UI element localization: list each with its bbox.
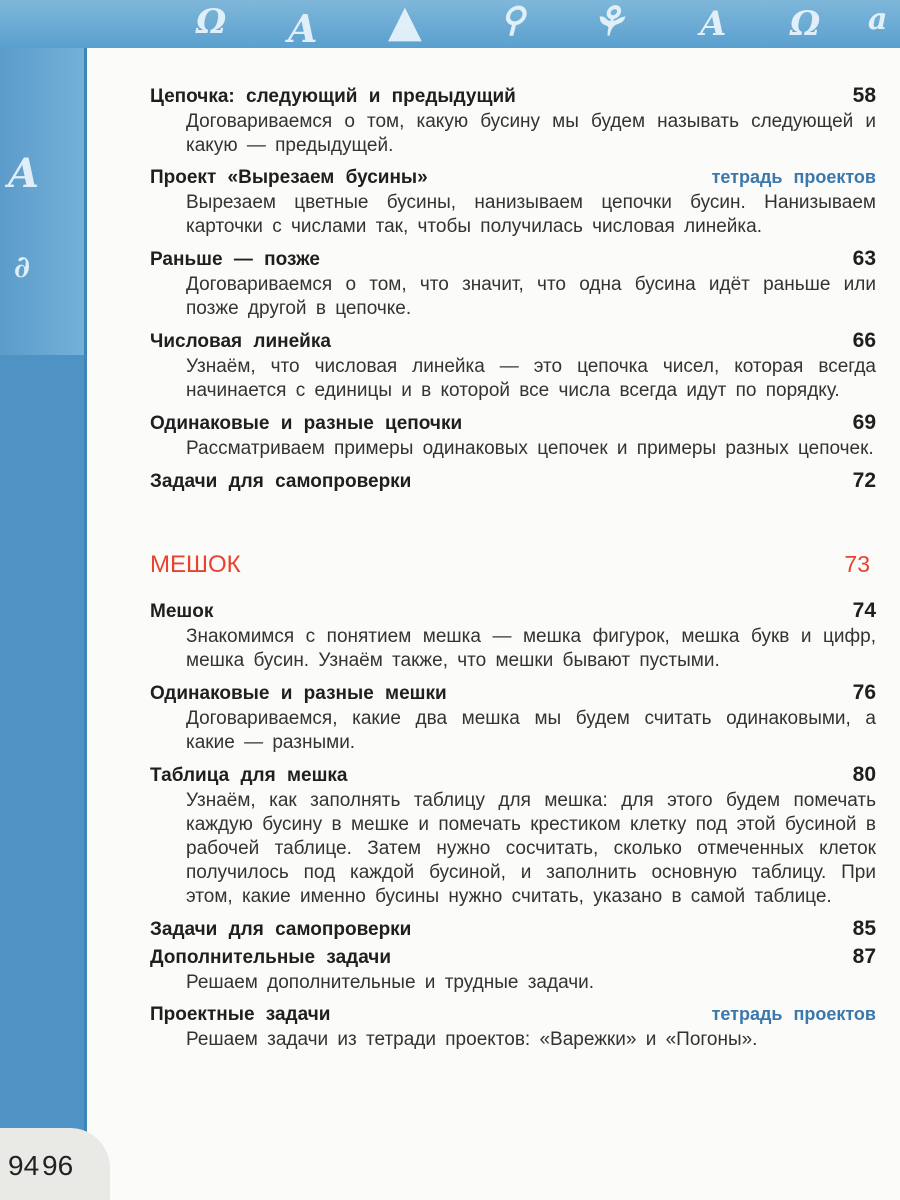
toc-entry — [150, 597, 876, 673]
toc-entry-project-ref: тетрадь проектов — [711, 167, 876, 187]
toc-entry-page: 58 — [852, 84, 876, 107]
decorative-left-band — [0, 0, 84, 1200]
toc-entry-description: Договариваемся, какие два мешка мы будем считать одинаковыми, а какие — разными. — [186, 708, 876, 753]
toc-entry-page: 69 — [852, 411, 876, 434]
triangle-decoration-icon: ▲ — [388, 0, 422, 47]
toc-entry-header — [150, 409, 876, 437]
toc-entry-page: 76 — [852, 681, 876, 704]
toc-entry-title: Числовая линейка — [150, 331, 331, 352]
page-number-left: 94 — [8, 1150, 40, 1181]
toc-entry — [150, 245, 876, 321]
toc-entry-title: Задачи для самопроверки — [150, 471, 412, 492]
omega-small-decoration-icon: Ω — [790, 4, 821, 44]
figure-decoration-icon: ⚘ — [590, 0, 626, 45]
toc-entry-header — [150, 915, 876, 943]
toc-entry-header — [150, 82, 876, 110]
table-of-contents — [150, 82, 876, 1052]
toc-entry-title: Одинаковые и разные мешки — [150, 683, 447, 704]
toc-entry-title: Мешок — [150, 601, 214, 622]
toc-entry-description: Решаем дополнительные и трудные задачи. — [186, 972, 595, 993]
toc-entry-header — [150, 245, 876, 273]
letter-a-lower-decoration-icon: a — [868, 2, 888, 37]
toc-entry-title: Таблица для мешка — [150, 765, 348, 786]
toc-entry — [150, 679, 876, 755]
toc-entry-header — [150, 943, 876, 971]
toc-entry-page: 87 — [852, 945, 876, 968]
toc-entry-description: Договариваемся о том, что значит, что одна бусина идёт раньше или позже другой в цепочке. — [186, 274, 876, 319]
toc-entry-title: Дополнительные задачи — [150, 947, 392, 968]
toc-entry-title: Раньше — позже — [150, 249, 320, 270]
page-edge — [84, 48, 87, 1158]
toc-entry-header — [150, 1001, 876, 1028]
toc-entry-title: Проект «Вырезаем бусины» — [150, 167, 428, 188]
toc-entry-description: Вырезаем цветные бусины, нанизываем цепочки бусин. Нанизываем карточки с числами так, чтобы получилась числовая линейка. — [186, 192, 876, 237]
toc-entry-title: Проектные задачи — [150, 1004, 331, 1025]
letter-a-small-decoration-icon: A — [700, 4, 727, 44]
toc-entry-header — [150, 761, 876, 789]
toc-entry-description: Рассматриваем примеры одинаковых цепочек и примеры разных цепочек. — [186, 438, 874, 459]
page-number-right: 96 — [42, 1150, 74, 1181]
toc-entry-description: Решаем задачи из тетради проектов: «Варежки» и «Погоны». — [186, 1029, 758, 1050]
toc-entry-project-ref: тетрадь проектов — [711, 1004, 876, 1024]
omega-decoration-icon: Ω — [196, 2, 227, 42]
toc-entry-title: Одинаковые и разные цепочки — [150, 413, 463, 434]
toc-entry — [150, 164, 876, 239]
toc-entry-page: 63 — [852, 247, 876, 270]
toc-entry-page: 72 — [852, 469, 876, 492]
toc-entry-description: Знакомимся с понятием мешка — мешка фигурок, мешка букв и цифр, мешка бусин. Узнаём также, что мешки бывают пустыми. — [186, 626, 876, 671]
section-title: МЕШОК — [150, 551, 241, 578]
decorative-left-band-lower — [0, 355, 84, 1200]
toc-entry — [150, 1001, 876, 1052]
toc-entry-header — [150, 597, 876, 625]
toc-entry — [150, 943, 876, 995]
toc-entry — [150, 467, 876, 495]
letter-a-decoration-icon: A — [8, 150, 40, 197]
decorative-top-band — [0, 0, 900, 48]
toc-entry-title: Задачи для самопроверки — [150, 919, 412, 940]
toc-entry — [150, 915, 876, 943]
toc-entry-description: Узнаём, что числовая линейка — это цепочка чисел, которая всегда начинается с единицы и в которой все числа всегда идут по порядку. — [186, 356, 876, 401]
toc-entry-header — [150, 164, 876, 191]
toc-entry-title: Цепочка: следующий и предыдущий — [150, 86, 516, 107]
letter-a-decoration-icon: A — [288, 6, 318, 48]
section-page: 73 — [844, 551, 870, 577]
swirl-decoration-icon: ∂ — [14, 250, 31, 285]
magnifier-decoration-icon: ⚲ — [500, 0, 525, 40]
toc-entry — [150, 82, 876, 158]
toc-entry-header — [150, 679, 876, 707]
toc-entry-description: Договариваемся о том, какую бусину мы будем называть следующей и какую — предыдущей. — [186, 111, 876, 156]
toc-entry-description: Узнаём, как заполнять таблицу для мешка: для этого будем помечать каждую бусину в мешке и помечать крестиком клетку под этой бусиной в рабочей таблице. Затем нужно сосчитать, сколько отмеченных клеток получилось под каждой бусиной, и заполнить основную таблицу. При этом, какие именно бусины нужно считать, указано в самой таблице. — [186, 790, 876, 907]
toc-entry-page: 85 — [852, 917, 876, 940]
toc-entry-header — [150, 327, 876, 355]
toc-entry-header — [150, 467, 876, 495]
toc-entry-page: 66 — [852, 329, 876, 352]
toc-entry — [150, 409, 876, 461]
toc-entry — [150, 761, 876, 909]
section-heading — [150, 551, 876, 579]
toc-entry-page: 74 — [852, 599, 876, 622]
toc-entry-page: 80 — [852, 763, 876, 786]
toc-entry — [150, 327, 876, 403]
page-number-tab — [0, 1128, 110, 1200]
